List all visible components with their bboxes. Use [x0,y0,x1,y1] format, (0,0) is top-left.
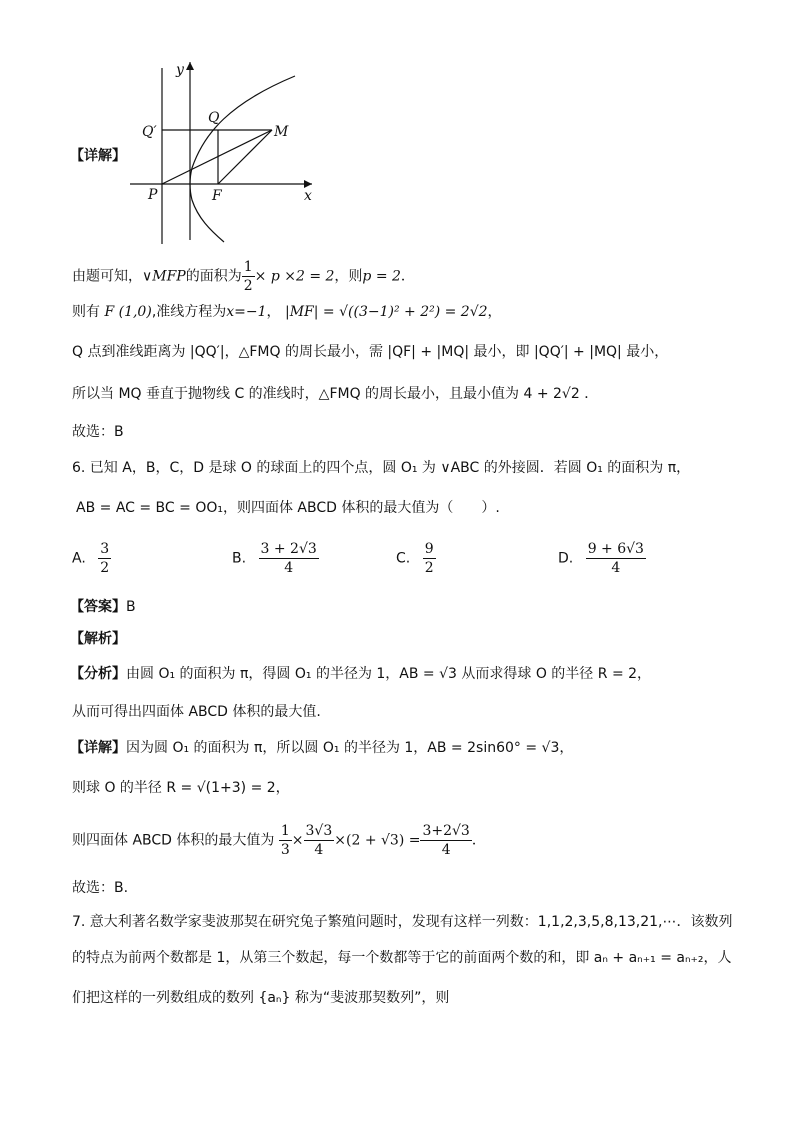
solution5-triangle: ∨MFP [142,268,186,285]
solution5-mf-length: |MF| = √((3−1)² + 2²) = 2√2 [284,304,488,320]
q7-line2: 的特点为前两个数都是 1，从第三个数起，每一个数都等于它的前面两个数的和，即 aₙ + aₙ₊₁ = aₙ₊₂，人 [72,950,732,966]
option-c-value [423,540,436,577]
segment-pm [162,130,272,184]
q6-xiangjie-line2: 则球 O 的半径 R = √(1+3) = 2， [72,780,290,796]
solution5-l1a: 由题可知， [72,268,142,285]
answer-value: B [126,599,136,615]
solution5-l1e: p = 2 [362,268,401,285]
q6-answer [70,597,136,617]
option-a-den: 2 [100,560,110,576]
xj3-prefix: 则四面体 ABCD 体积的最大值为 [72,832,275,849]
q6-xiangjie-line1 [70,738,573,758]
solution5-directrix-eq: x=−1 [226,304,267,320]
frac-three-root3-over-4 [304,822,335,859]
solution5-l1b: 的面积为 [185,268,242,285]
label-M: M [274,124,289,140]
segment-fm [218,130,272,184]
label-Q: Q [208,110,220,126]
solution5-choose: 故选：B [72,424,124,440]
solution5-l2a: 则有 [72,304,100,320]
option-d-label: D. [558,550,574,567]
frac3-num: 3+2√3 [422,823,470,839]
fenxi-text1: 由圆 O₁ 的面积为 π，得圆 O₁ 的半径为 1，AB = √3 从而求得球 O 的半径 R = 2， [126,666,652,682]
frac-den: 2 [243,278,253,294]
frac1-den: 3 [280,842,290,858]
xj3-middle: ×(2 + √3) = [334,832,421,849]
analysis-tag: 【解析】 [70,631,126,647]
option-a-label: A. [72,550,86,567]
option-c-num: 9 [424,541,434,557]
frac3-den: 4 [441,842,451,858]
option-d-value [586,540,646,577]
solution5-line2 [72,302,502,322]
solution5-focus: F (1,0) [104,304,152,320]
fenxi-tag: 【分析】 [70,666,126,682]
solution5-l2c: ， [266,304,281,320]
option-b-den: 4 [284,560,294,576]
fraction-one-half [242,258,255,295]
q6-choose: 故选：B. [72,880,129,896]
label-Qprime: Q′ [142,124,157,140]
xiangjie-text1: 因为圆 O₁ 的面积为 π，所以圆 O₁ 的半径为 1，AB = 2sin60° = √3， [126,740,574,756]
frac2-den: 4 [314,842,324,858]
y-axis-arrow [186,62,194,70]
parabola-figure [120,58,330,248]
option-a-value [98,540,111,577]
option-d-den: 4 [611,560,621,576]
solution5-l1d: ，则 [334,268,363,285]
answer-tag: 【答案】 [70,599,126,615]
q6-stem-line1: 6. 已知 A，B，C，D 是球 O 的球面上的四个点，圆 O₁ 为 ∨ABC 的外接圆．若圆 O₁ 的面积为 π， [72,460,691,476]
label-y: y [176,62,184,78]
option-d-num: 9 + 6√3 [587,541,644,557]
solution5-l1c: × p ×2 = 2 [254,268,335,285]
label-P: P [148,187,158,203]
option-b-value [259,540,319,577]
q6-xiangjie-line3 [72,822,486,859]
q7-line1: 7. 意大利著名数学家斐波那契在研究兔子繁殖问题时，发现有这样一列数：1,1,2,3,5,8,13,21,⋯．该数列 [72,914,733,930]
solution5-l2d: ， [487,304,502,320]
xiangjie-tag: 【详解】 [70,740,126,756]
solution5-line4: 所以当 MQ 垂直于抛物线 C 的准线时，△FMQ 的周长最小，且最小值为 4 + 2√2 ． [72,386,599,402]
q6-fenxi-line2: 从而可得出四面体 ABCD 体积的最大值. [72,704,321,720]
x-axis-arrow [304,180,312,188]
frac2-num: 3√3 [305,823,333,839]
solution5-l2b: ,准线方程为 [151,304,227,320]
q6-option-a [72,540,111,577]
option-c-label: C. [396,550,411,567]
q6-option-c [396,540,436,577]
q6-fenxi-line1 [70,664,651,684]
solution5-line3: Q 点到准线距离为 |QQ′|，△FMQ 的周长最小，需 |QF| + |MQ| 最小，即 |QQ′| + |MQ| 最小， [72,344,669,360]
option-c-den: 2 [424,560,434,576]
solution5-line1 [72,258,415,295]
option-b-num: 3 + 2√3 [260,541,317,557]
option-a-num: 3 [100,541,110,557]
q6-option-d [558,540,646,577]
label-x: x [304,188,312,204]
frac-result [420,822,471,859]
frac-num: 1 [243,259,253,275]
times-sign: × [291,832,304,849]
xj3-end: ． [471,832,486,849]
label-F: F [212,188,222,204]
q7-line3: 们把这样的一列数组成的数列 {aₙ} 称为“斐波那契数列”，则 [72,990,450,1006]
option-b-label: B. [232,550,247,567]
solution5-l1f: ． [400,268,415,285]
detail-tag: 【详解】 [70,148,126,164]
frac1-num: 1 [280,823,290,839]
q6-option-b [232,540,319,577]
q6-stem-line2: AB = AC = BC = OO₁，则四面体 ABCD 体积的最大值为（ ）. [76,500,500,516]
frac-one-third [279,822,292,859]
